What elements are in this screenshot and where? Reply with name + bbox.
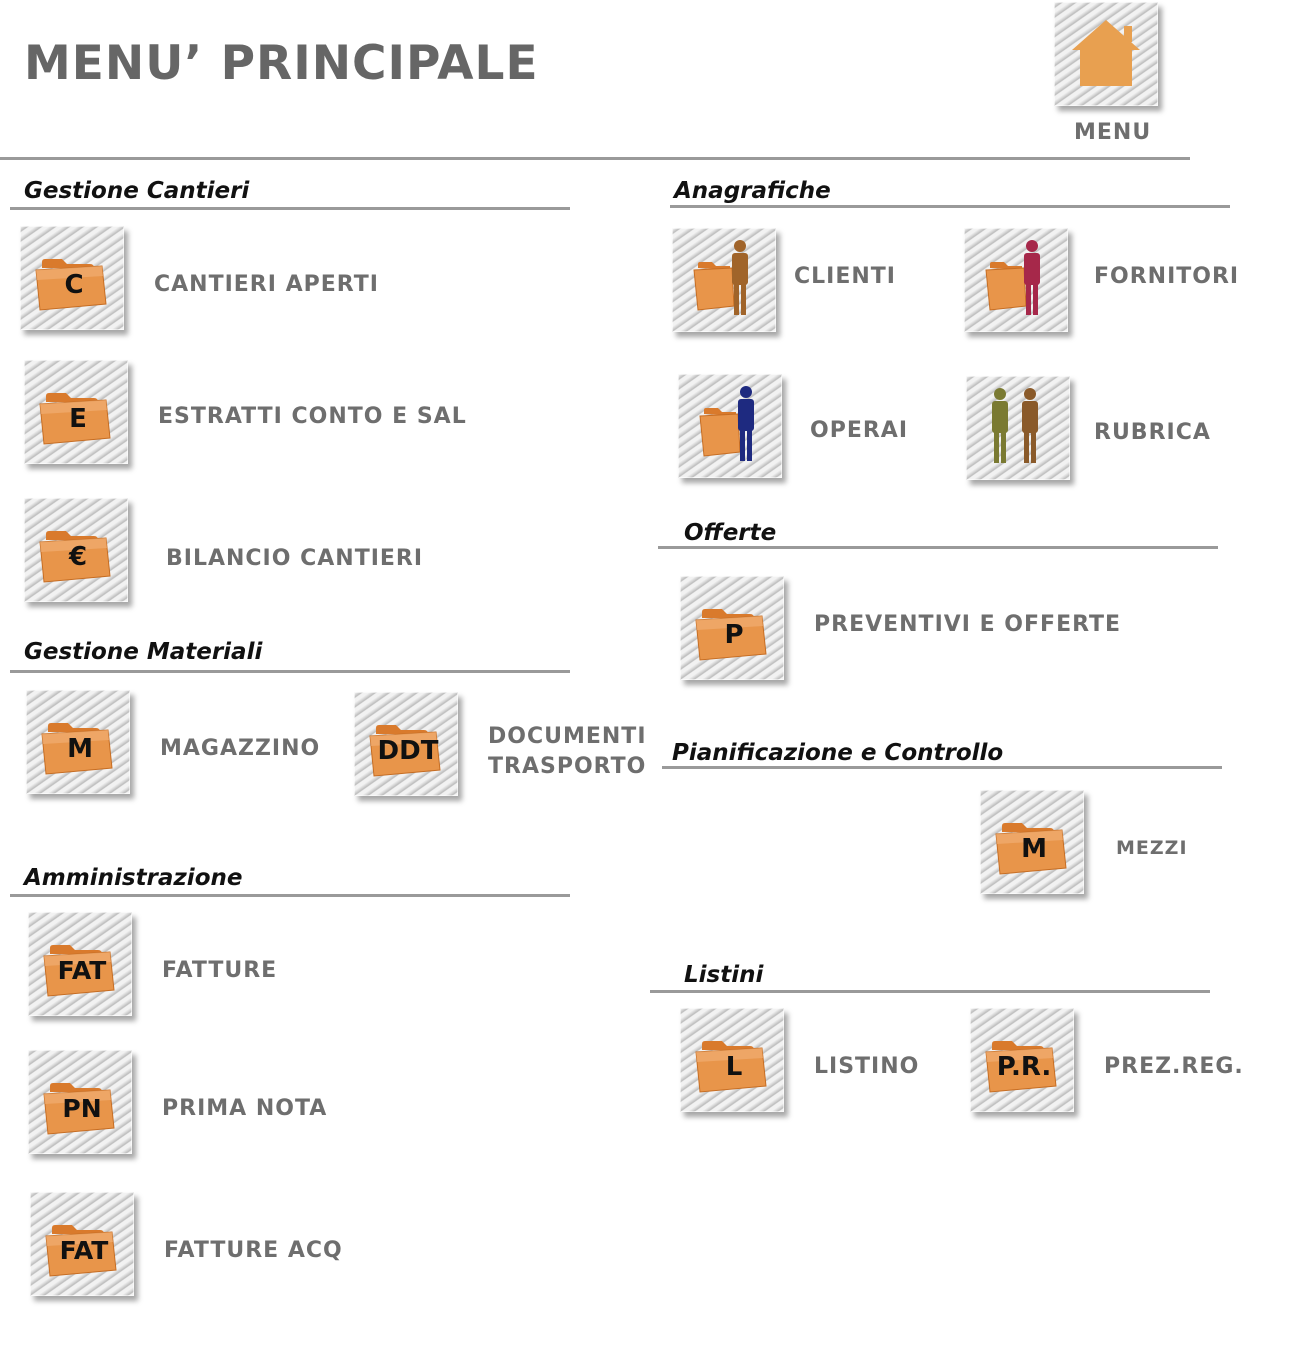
tile-code: € xyxy=(68,542,88,572)
fornitori-button[interactable] xyxy=(964,228,1068,332)
fatture-button[interactable] xyxy=(28,912,132,1016)
listino-button[interactable] xyxy=(680,1008,784,1112)
tile-code: P.R. xyxy=(996,1052,1052,1082)
section-title-gestione-materiali: Gestione Materiali xyxy=(24,639,263,665)
listino-label[interactable]: LISTINO xyxy=(814,1054,920,1079)
prez-reg-label[interactable]: PREZ.REG. xyxy=(1104,1054,1244,1079)
tile-code: DDT xyxy=(377,736,439,766)
header-divider xyxy=(0,157,1190,160)
tile-code: C xyxy=(64,270,84,300)
home-icon xyxy=(1054,2,1158,106)
tile-code: P xyxy=(724,620,744,650)
fatture-acq-label[interactable]: FATTURE ACQ xyxy=(164,1238,343,1263)
section-divider xyxy=(670,205,1230,208)
contacts-icon xyxy=(966,376,1070,480)
section-divider xyxy=(10,207,570,210)
clienti-label[interactable]: CLIENTI xyxy=(794,264,896,289)
tile-code: M xyxy=(67,734,93,764)
fornitori-label[interactable]: FORNITORI xyxy=(1094,264,1240,289)
documenti-trasporto-label-line1[interactable]: DOCUMENTI xyxy=(488,724,647,749)
rubrica-button[interactable] xyxy=(966,376,1070,480)
supplier-folder-icon xyxy=(964,228,1068,332)
estratti-conto-label[interactable]: ESTRATTI CONTO E SAL xyxy=(158,404,467,429)
section-title-offerte: Offerte xyxy=(684,520,777,546)
prima-nota-label[interactable]: PRIMA NOTA xyxy=(162,1096,328,1121)
documenti-trasporto-label-line2[interactable]: TRASPORTO xyxy=(488,754,647,779)
prez-reg-button[interactable] xyxy=(970,1008,1074,1112)
clienti-button[interactable] xyxy=(672,228,776,332)
ddt-button[interactable] xyxy=(354,692,458,796)
fatture-label[interactable]: FATTURE xyxy=(162,958,278,983)
tile-code: FAT xyxy=(57,956,107,985)
client-folder-icon xyxy=(672,228,776,332)
preventivi-label[interactable]: PREVENTIVI E OFFERTE xyxy=(814,612,1122,637)
section-divider xyxy=(658,546,1218,549)
magazzino-button[interactable] xyxy=(26,690,130,794)
page-title: MENU’ PRINCIPALE xyxy=(24,36,539,91)
section-title-anagrafiche: Anagrafiche xyxy=(674,178,831,204)
section-title-amministrazione: Amministrazione xyxy=(24,865,243,891)
prima-nota-button[interactable] xyxy=(28,1050,132,1154)
bilancio-cantieri-button[interactable] xyxy=(24,498,128,602)
home-button[interactable] xyxy=(1054,2,1158,106)
cantieri-aperti-button[interactable] xyxy=(20,226,124,330)
fatture-acq-button[interactable] xyxy=(30,1192,134,1296)
section-title-listini: Listini xyxy=(684,962,764,988)
tile-code: PN xyxy=(62,1094,102,1123)
preventivi-button[interactable] xyxy=(680,576,784,680)
cantieri-aperti-label[interactable]: CANTIERI APERTI xyxy=(154,272,379,297)
tile-code: M xyxy=(1021,834,1047,864)
section-divider xyxy=(662,766,1222,769)
section-divider xyxy=(650,990,1210,993)
home-label: MENU xyxy=(1074,120,1152,145)
section-title-pianificazione: Pianificazione e Controllo xyxy=(672,740,1004,766)
tile-code: E xyxy=(69,404,87,434)
mezzi-button[interactable] xyxy=(980,790,1084,894)
tile-code: FAT xyxy=(59,1236,109,1265)
estratti-conto-button[interactable] xyxy=(24,360,128,464)
mezzi-label[interactable]: MEZZI xyxy=(1116,837,1188,859)
magazzino-label[interactable]: MAGAZZINO xyxy=(160,736,321,761)
bilancio-cantieri-label[interactable]: BILANCIO CANTIERI xyxy=(166,546,424,571)
section-divider xyxy=(10,670,570,673)
section-divider xyxy=(10,894,570,897)
operai-label[interactable]: OPERAI xyxy=(810,418,909,443)
rubrica-label[interactable]: RUBRICA xyxy=(1094,420,1211,445)
operai-button[interactable] xyxy=(678,374,782,478)
tile-code: L xyxy=(725,1052,743,1082)
worker-folder-icon xyxy=(678,374,782,478)
section-title-gestione-cantieri: Gestione Cantieri xyxy=(24,178,250,204)
